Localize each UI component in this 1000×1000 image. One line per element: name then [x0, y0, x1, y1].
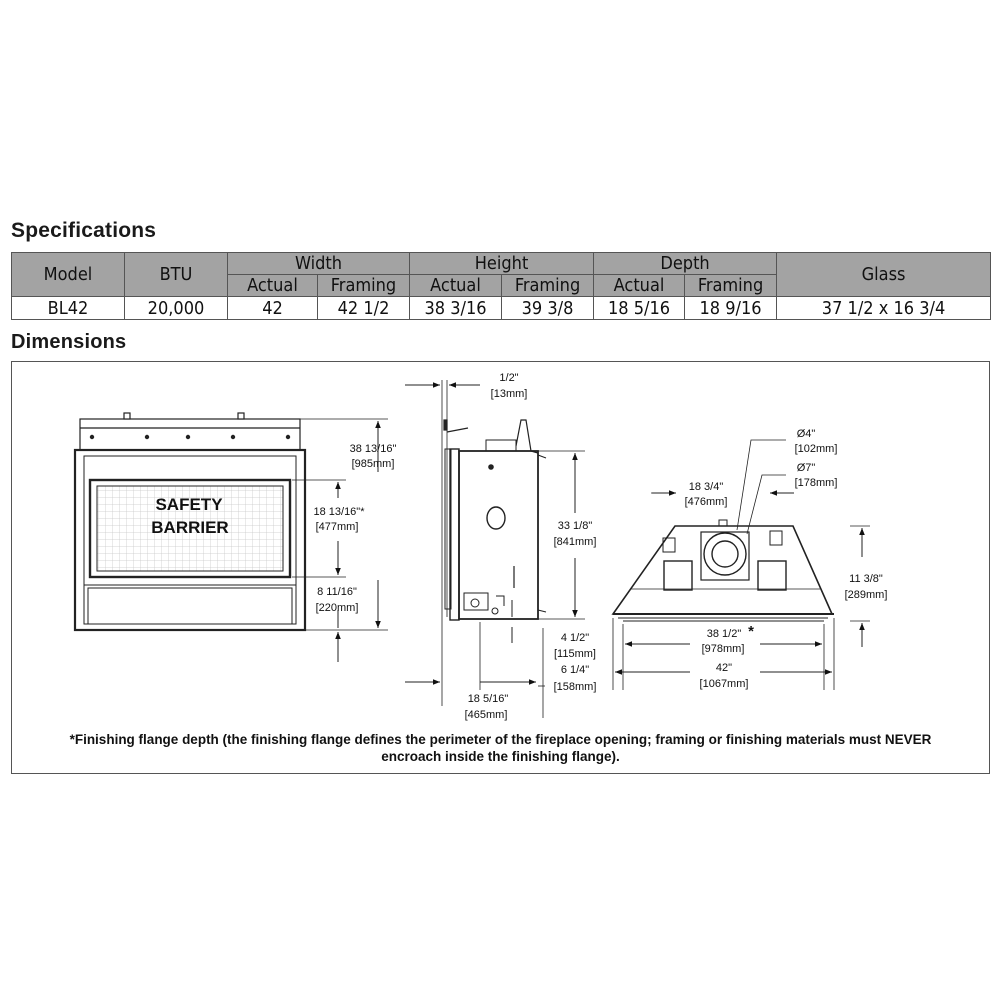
header-height: Height — [410, 253, 594, 275]
cell-width-actual: 42 — [228, 297, 318, 320]
side-gas-height: 4 1/2" — [560, 632, 590, 644]
safety-barrier-label-2: BARRIER — [151, 518, 229, 537]
inner-vent-dim-mm: [102mm] — [794, 443, 838, 455]
header-model: Model — [12, 253, 125, 297]
side-flange-dim: 1/2" — [499, 372, 519, 384]
inner-vent — [712, 541, 738, 567]
opening-width-dim-mm: [978mm] — [701, 643, 745, 655]
vent-offset-dim: 18 3/4" — [688, 481, 724, 493]
outer-vent — [704, 533, 746, 575]
top-body — [613, 526, 832, 614]
front-base-height: 8 11/16" — [317, 586, 357, 598]
vent-offset-dim-mm: [476mm] — [684, 496, 728, 508]
cell-model: BL42 — [12, 297, 125, 320]
side-flange-dim-mm: [13mm] — [490, 388, 528, 400]
side-electric-height-mm: [158mm] — [553, 681, 597, 693]
outer-vent-dim-mm: [178mm] — [794, 477, 838, 489]
cell-height-actual: 38 3/16 — [410, 297, 502, 320]
cell-height-framing: 39 3/8 — [502, 297, 594, 320]
outer-vent-dim: Ø7" — [796, 462, 816, 474]
header-width: Width — [228, 253, 410, 275]
top-depth-dim: 11 3/8" — [849, 573, 883, 585]
header-height-actual: Actual — [410, 275, 502, 297]
specifications-heading: Specifications — [11, 219, 157, 242]
footnote-line-1: *Finishing flange depth (the finishing flange defines the perimeter of the fireplace opening; framing or finishing materials must NEVER — [69, 732, 932, 747]
opening-width-dim: 38 1/2" — [706, 628, 742, 640]
side-body-height: 33 1/8" — [557, 520, 593, 532]
header-width-actual: Actual — [228, 275, 318, 297]
header-glass: Glass — [777, 253, 991, 297]
side-depth: 18 5/16" — [467, 693, 509, 705]
front-base-height-mm: [220mm] — [315, 602, 359, 614]
cell-btu: 20,000 — [125, 297, 228, 320]
opening-width-asterisk: * — [748, 623, 754, 640]
side-depth-mm: [465mm] — [464, 709, 508, 721]
front-overall-height-mm: [985mm] — [351, 458, 395, 470]
header-depth-actual: Actual — [594, 275, 685, 297]
inner-vent-dim: Ø4" — [796, 428, 816, 440]
front-overall-height: 38 13/16" — [349, 443, 397, 455]
header-width-framing: Framing — [318, 275, 410, 297]
top-depth-dim-mm: [289mm] — [844, 589, 888, 601]
cell-depth-actual: 18 5/16 — [594, 297, 685, 320]
dimensions-heading: Dimensions — [11, 331, 127, 353]
front-top-panel — [80, 419, 300, 450]
overall-width-dim: 42" — [715, 662, 733, 674]
front-opening-height: 18 13/16"* — [313, 506, 365, 518]
header-depth-framing: Framing — [685, 275, 777, 297]
footnote — [12, 731, 989, 765]
cell-glass: 37 1/2 x 16 3/4 — [777, 297, 991, 320]
side-body — [459, 451, 538, 619]
footnote-line-2: encroach inside the finishing flange). — [381, 749, 620, 764]
front-view — [75, 413, 388, 662]
front-opening-height-mm: [477mm] — [315, 521, 359, 533]
side-electric-height: 6 1/4" — [560, 664, 590, 676]
side-view — [405, 380, 585, 718]
side-body-height-mm: [841mm] — [553, 536, 597, 548]
header-height-framing: Framing — [502, 275, 594, 297]
overall-width-dim-mm: [1067mm] — [699, 678, 749, 690]
side-gas-height-mm: [115mm] — [554, 648, 596, 660]
header-depth: Depth — [594, 253, 777, 275]
safety-barrier-label-1: SAFETY — [155, 495, 223, 514]
cell-depth-framing: 18 9/16 — [685, 297, 777, 320]
header-btu: BTU — [125, 253, 228, 297]
cell-width-framing: 42 1/2 — [318, 297, 410, 320]
